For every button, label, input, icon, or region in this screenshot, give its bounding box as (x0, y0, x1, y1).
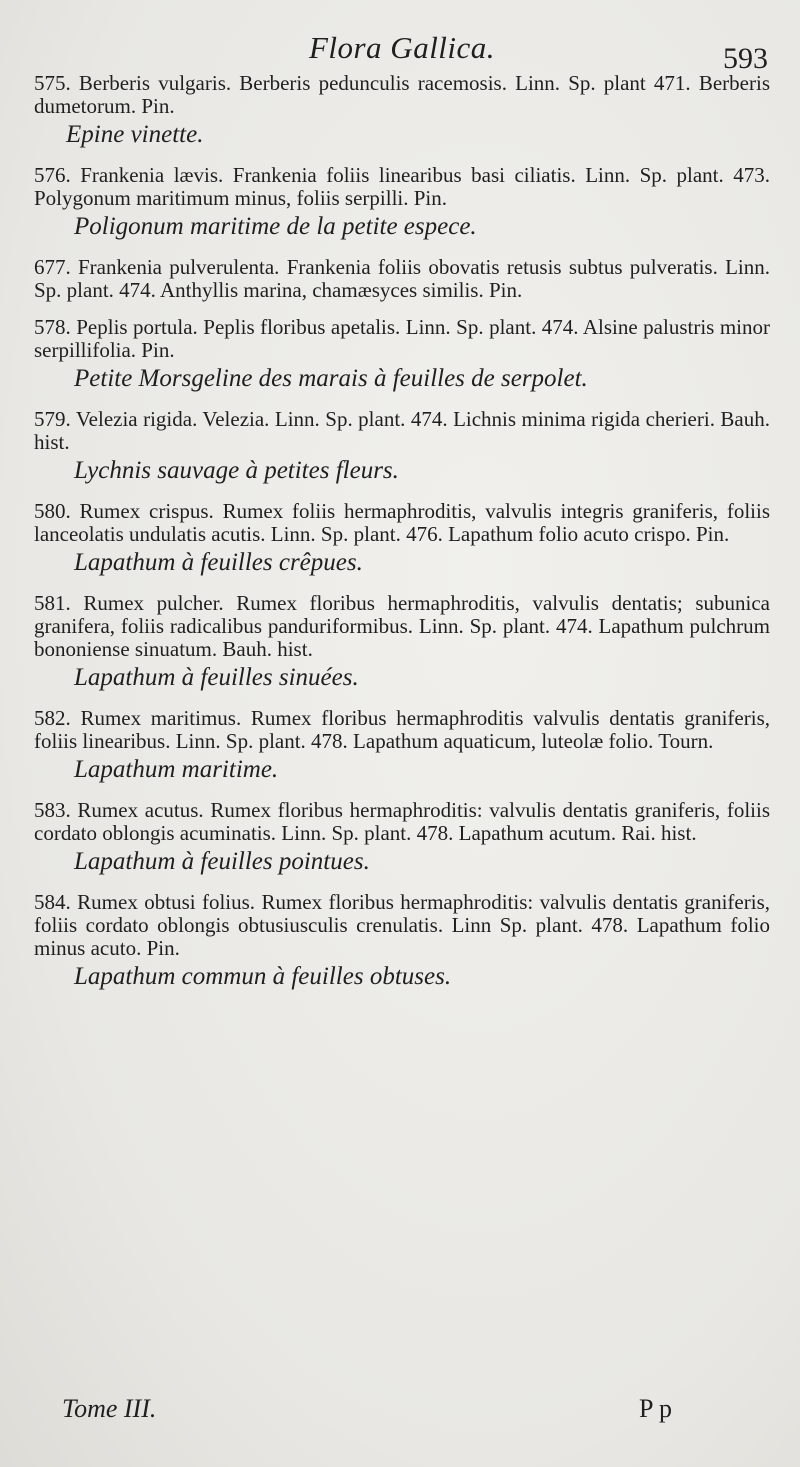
species-entry (34, 256, 770, 302)
vernacular-name: Lychnis sauvage à petites fleurs. (74, 457, 399, 484)
entry-text: 677. Frankenia pulverulenta. Frankenia foliis obovatis retusis subtus pulveratis. Linn. Sp. plant. 474. Anthyllis marina, chamæsyces similis. Pin. (34, 255, 770, 302)
page-number: 593 (723, 42, 768, 75)
entry-text: 582. Rumex maritimus. Rumex floribus hermaphroditis valvulis dentatis graniferis, foliis linearibus. Linn. Sp. plant. 478. Lapathum aquaticum, luteolæ folio. Tourn. (34, 706, 770, 753)
vernacular-name: Lapathum à feuilles crêpues. (74, 549, 363, 576)
species-list (34, 72, 770, 992)
vernacular-name: Lapathum à feuilles sinuées. (74, 664, 359, 691)
gathering-mark: P p (639, 1394, 672, 1423)
vernacular-name: Epine vinette. (66, 121, 204, 148)
page-header (34, 26, 770, 75)
running-title: Flora Gallica. (308, 30, 496, 65)
species-entry (34, 799, 770, 877)
vernacular-name: Poligonum maritime de la petite espece. (74, 213, 477, 240)
entry-text: 580. Rumex crispus. Rumex foliis hermaphroditis, valvulis integris graniferis, foliis lanceolatis undulatis acutis. Linn. Sp. plant. 476. Lapathum folio acuto crispo. Pin. (34, 499, 770, 546)
vernacular-name: Lapathum maritime. (74, 756, 279, 783)
species-entry (34, 408, 770, 486)
entry-text: 584. Rumex obtusi folius. Rumex floribus hermaphroditis: valvulis dentatis graniferis, foliis cordato oblongis obtusiusculis crenulatis. Linn Sp. plant. 478. Lapathum folio minus acuto. Pin. (34, 890, 770, 960)
entry-text: 578. Peplis portula. Peplis floribus apetalis. Linn. Sp. plant. 474. Alsine palustris minor serpillifolia. Pin. (34, 315, 770, 362)
entry-text: 575. Berberis vulgaris. Berberis pedunculis racemosis. Linn. Sp. plant 471. Berberis dumetorum. Pin. (34, 71, 770, 118)
species-entry (34, 164, 770, 242)
vernacular-name: Lapathum à feuilles pointues. (74, 848, 370, 875)
entry-text: 579. Velezia rigida. Velezia. Linn. Sp. plant. 474. Lichnis minima rigida cherieri. Bauh. hist. (34, 407, 770, 454)
entry-text: 576. Frankenia lævis. Frankenia foliis linearibus basi ciliatis. Linn. Sp. plant. 473. Polygonum maritimum minus, foliis serpilli. Pin. (34, 163, 770, 210)
species-entry (34, 72, 770, 150)
species-entry (34, 707, 770, 785)
species-entry (34, 592, 770, 693)
species-entry (34, 500, 770, 578)
volume-signature: Tome III. (62, 1394, 157, 1423)
species-entry (34, 316, 770, 394)
entry-text: 581. Rumex pulcher. Rumex floribus hermaphroditis, valvulis dentatis; subunica granifera, foliis radicalibus panduriformibus. Linn. Sp. plant. 474. Lapathum pulchrum bononiense sinuatum. Bauh. hist. (34, 591, 770, 661)
species-entry (34, 891, 770, 992)
entry-text: 583. Rumex acutus. Rumex floribus hermaphroditis: valvulis dentatis graniferis, foliis cordato oblongis acuminatis. Linn. Sp. plant. 478. Lapathum acutum. Rai. hist. (34, 798, 770, 845)
page-footer (34, 1394, 770, 1430)
vernacular-name: Lapathum commun à feuilles obtuses. (74, 963, 452, 990)
vernacular-name: Petite Morsgeline des marais à feuilles de serpolet. (74, 365, 588, 392)
